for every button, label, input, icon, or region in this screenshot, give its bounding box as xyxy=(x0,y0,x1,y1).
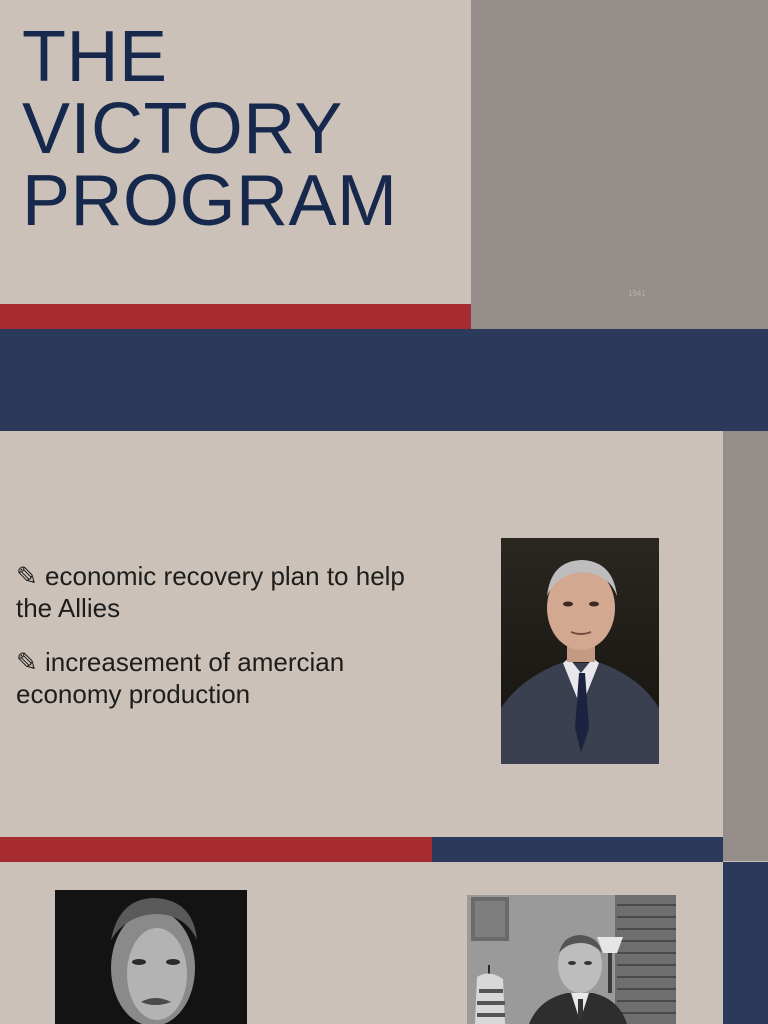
pencil-icon: ✎ xyxy=(16,561,38,591)
navy-side-bar xyxy=(723,862,768,1024)
portrait-photo-1 xyxy=(501,538,659,764)
navy-band xyxy=(0,329,768,431)
title-line-3: PROGRAM xyxy=(22,161,398,241)
bullet-list xyxy=(16,560,436,732)
page-title xyxy=(22,17,398,241)
grey-panel-top-right xyxy=(471,0,768,329)
title-line-2: VICTORY xyxy=(22,89,343,169)
bullet-item xyxy=(16,560,436,624)
bullet-text: economic recovery plan to help the Allies xyxy=(16,561,405,623)
red-bar-middle xyxy=(0,837,432,862)
navy-bar-middle xyxy=(432,837,723,862)
portrait-photo-2 xyxy=(55,890,247,1024)
red-bar-top xyxy=(0,304,471,329)
year-label: 1941 xyxy=(628,289,646,298)
portrait-photo-3 xyxy=(467,895,676,1024)
pencil-icon: ✎ xyxy=(16,647,38,677)
title-line-1: THE xyxy=(22,17,168,97)
grey-side-bar xyxy=(723,431,768,861)
bullet-item xyxy=(16,646,436,710)
bullet-text: increasement of amercian economy production xyxy=(16,647,345,709)
